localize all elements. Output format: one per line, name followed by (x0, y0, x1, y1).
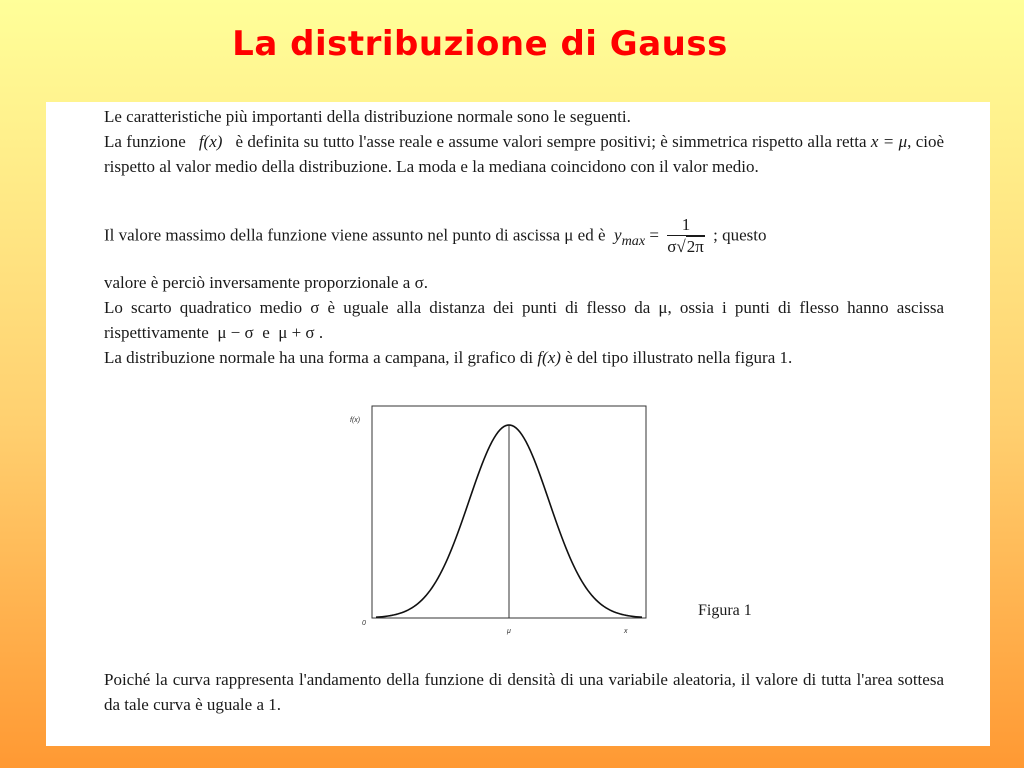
math-fx: f(x) (198, 132, 223, 151)
text-fragment: La funzione (104, 132, 186, 151)
figure-ylabel: f(x) (350, 417, 361, 424)
figure-mu-label: μ (507, 628, 511, 635)
slide-title: La distribuzione di Gauss (232, 24, 728, 64)
text-fragment: Lo scarto quadratico medio σ è uguale alla distanza dei punti di flesso da μ, ossia i punti di flesso hanno ascissa rispettivamente (104, 298, 944, 342)
paragraph-bell-shape (104, 345, 944, 370)
fraction-denominator: σ√2π (667, 237, 704, 256)
text-fragment: è definita su tutto l'asse reale e assume valori sempre positivi; è simmetrica rispetto alla retta (235, 132, 867, 151)
math-fraction (667, 215, 705, 258)
text-fragment: è del tipo illustrato nella figura 1. (565, 348, 793, 367)
math-sigma: σ (667, 237, 677, 256)
text-fragment: e (262, 323, 270, 342)
document-panel (46, 102, 990, 746)
text-fragment: ; questo (713, 225, 767, 245)
fraction-numerator: 1 (667, 215, 705, 236)
paragraph-inverse-proportional (104, 270, 944, 295)
math-equals: = (649, 225, 659, 245)
figure-gaussian-curve (336, 400, 666, 640)
paragraph-maximum-value (104, 215, 944, 258)
text-fragment: . (318, 323, 324, 342)
math-sqrt-2pi: 2π (686, 237, 704, 256)
math-mu-plus-sigma: μ + σ (278, 323, 315, 342)
text-fragment: La distribuzione normale ha una forma a campana, il grafico di (104, 348, 534, 367)
paragraph-intro (104, 104, 944, 129)
figure-caption: Figura 1 (698, 602, 752, 619)
text-fragment: , cioè rispetto al valor medio della distribuzione. La moda e la mediana coincidono con il valor medio. (104, 132, 945, 176)
text-fragment: valore è perciò inversamente proporzionale a σ. (104, 273, 428, 292)
figure-xlabel: x (624, 628, 628, 635)
text-fragment: Il valore massimo della funzione viene assunto nel punto di ascissa μ ed è (104, 225, 606, 245)
math-y: y (614, 225, 622, 245)
paragraph-function-definition (104, 129, 944, 179)
math-fx: f(x) (537, 348, 561, 367)
intro-text: Le caratteristiche più importanti della distribuzione normale sono le seguenti. (104, 107, 631, 126)
paragraph-density-area (104, 667, 944, 717)
math-sub-max: max (621, 232, 646, 249)
gaussian-plot (336, 400, 666, 640)
math-x-equals-mu: x = μ (870, 132, 908, 151)
paragraph-standard-deviation (104, 295, 944, 345)
text-fragment: Poiché la curva rappresenta l'andamento della funzione di densità di una variabile aleatoria, il valore di tutta l'area sottesa da tale curva è uguale a 1. (104, 670, 944, 714)
figure-origin-label: 0 (362, 620, 366, 627)
math-mu-minus-sigma: μ − σ (217, 323, 254, 342)
